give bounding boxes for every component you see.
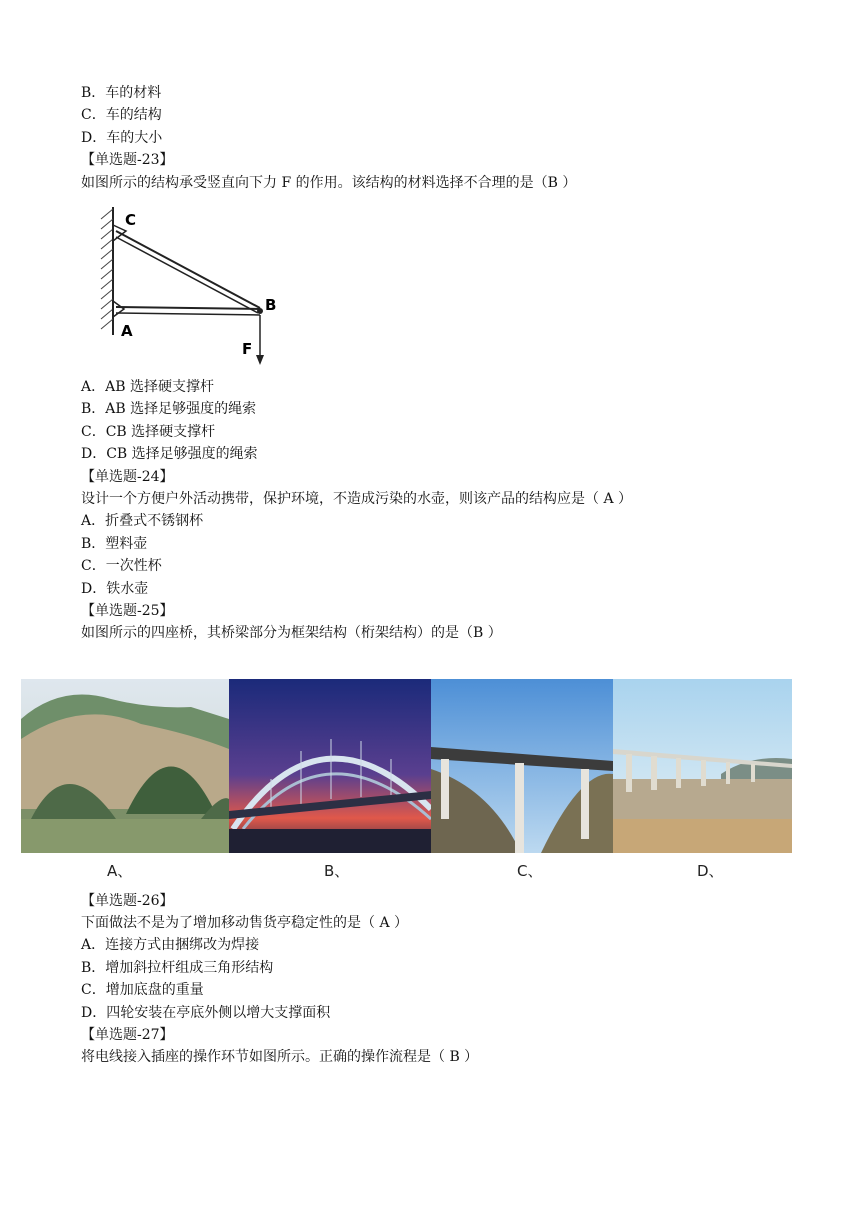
question-text-26: 下面做法不是为了增加移动售货亭稳定性的是（ A ） (81, 915, 409, 931)
bridge-photo-b (229, 679, 431, 853)
question-text-23: 如图所示的结构承受竖直向下力 F 的作用。该结构的材料选择不合理的是（B ） (81, 175, 577, 191)
member-cb-edge (116, 237, 258, 313)
member-ab-edge (116, 313, 260, 315)
question-heading-27: 【单选题-27】 (81, 1027, 174, 1043)
member-cb (116, 231, 260, 308)
option-d-q23: D．CB 选择足够强度的绳索 (81, 446, 258, 462)
label-f: F (242, 340, 253, 358)
joint-b (257, 308, 263, 314)
wall-hatching (101, 209, 113, 329)
question-text-27: 将电线接入插座的操作环节如图所示。正确的操作流程是（ B ） (81, 1049, 479, 1065)
label-b: B (265, 296, 277, 314)
option-c-q23: C．CB 选择硬支撑杆 (81, 424, 216, 440)
question-text-24: 设计一个方便户外活动携带，保护环境，不造成污染的水壶，则该产品的结构应是（ A ） (81, 491, 633, 507)
question-text-25: 如图所示的四座桥，其桥梁部分为框架结构（桁架结构）的是（B ） (81, 625, 502, 641)
option-a-q24: A．折叠式不锈钢杯 (81, 513, 204, 529)
question-heading-25: 【单选题-25】 (81, 603, 174, 619)
question-heading-24: 【单选题-24】 (81, 469, 174, 485)
bridge-label-c: C、 (517, 862, 543, 880)
option-c-q24: C．一次性杯 (81, 558, 162, 574)
option-a-q26: A．连接方式由捆绑改为焊接 (81, 937, 260, 953)
bridge-photo-d (613, 679, 792, 853)
option-c-q22: C．车的结构 (81, 107, 162, 123)
label-c: C (125, 211, 137, 229)
joint-a (113, 301, 124, 317)
option-b-q22: B．车的材料 (81, 85, 162, 101)
label-a: A (121, 322, 133, 340)
option-b-q24: B．塑料壶 (81, 536, 148, 552)
question-heading-23: 【单选题-23】 (81, 152, 174, 168)
force-arrow-head (256, 355, 264, 365)
option-c-q26: C．增加底盘的重量 (81, 982, 204, 998)
option-d-q22: D．车的大小 (81, 130, 163, 146)
bridge-photo-a (21, 679, 229, 853)
truss-diagram (94, 203, 290, 371)
bridge-label-b: B、 (324, 862, 350, 880)
option-a-q23: A．AB 选择硬支撑杆 (81, 379, 214, 395)
bridge-label-d: D、 (697, 862, 724, 880)
bridge-photos (21, 679, 792, 853)
bridge-photo-c (431, 679, 613, 853)
question-heading-26: 【单选题-26】 (81, 893, 174, 909)
option-b-q26: B．增加斜拉杆组成三角形结构 (81, 960, 274, 976)
bridge-label-a: A、 (107, 862, 133, 880)
member-ab (116, 307, 260, 309)
option-b-q23: B．AB 选择足够强度的绳索 (81, 401, 257, 417)
option-d-q26: D．四轮安装在亭底外侧以增大支撑面积 (81, 1005, 331, 1021)
option-d-q24: D．铁水壶 (81, 581, 149, 597)
